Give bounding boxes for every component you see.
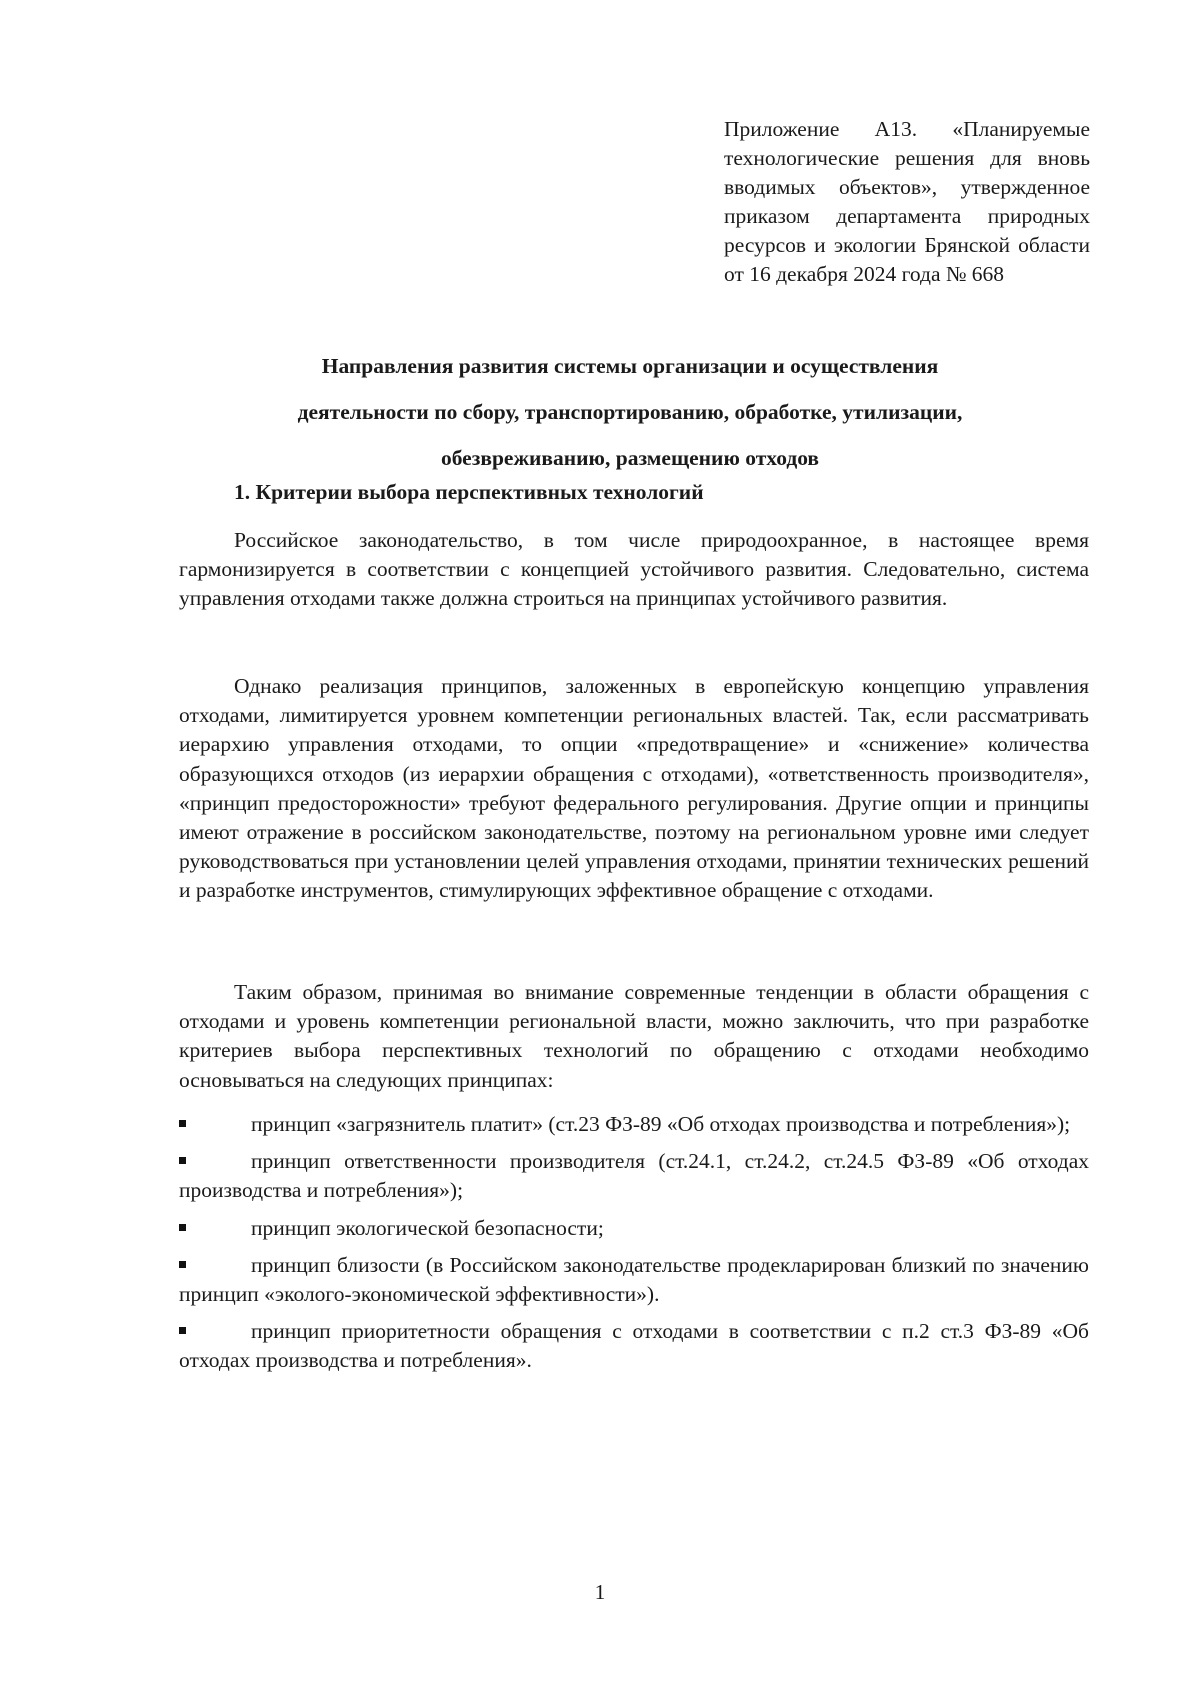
bullet-square-icon: [179, 1224, 186, 1231]
list-item: [179, 1317, 1089, 1375]
paragraph-1: Российское законодательство, в том числе природоохранное, в настоящее время гармонизируется в соответствии с концепцией устойчивого развития. Следовательно, система управления отходами также должна строиться на принципах устойчивого развития.: [179, 528, 1089, 611]
bullet-square-icon: [179, 1261, 186, 1268]
list-item-text: принцип экологической безопасности;: [251, 1215, 604, 1240]
list-item: [179, 1214, 1089, 1243]
bullet-square-icon: [179, 1120, 186, 1127]
list-item: [179, 1251, 1089, 1309]
list-item-text: принцип приоритетности обращения с отходами в соответствии с п.2 ст.3 ФЗ-89 «Об отходах производства и потребления».: [179, 1319, 1089, 1373]
bullet-square-icon: [179, 1327, 186, 1334]
list-item-text: принцип «загрязнитель платит» (ст.23 ФЗ-89 «Об отходах производства и потребления»);: [251, 1112, 1071, 1136]
list-item: [179, 1110, 1089, 1139]
page-number: 1: [594, 1580, 606, 1604]
paragraph-3: Таким образом, принимая во внимание современные тенденции в области обращения с отходами и уровень компетенции региональной власти, можно заключить, что при разработке критериев выбора перспективных технологий по обращению с отходами необходимо основываться на следующих принципах:: [179, 980, 1089, 1092]
document-title-line-1: Направления развития системы организации и осуществления: [321, 354, 939, 378]
list-item-text: принцип близости (в Российском законодательстве продекларирован близкий по значению принцип «эколого-экономической эффективности»).: [179, 1252, 1089, 1307]
list-item-text: принцип ответственности производителя (ст.24.1, ст.24.2, ст.24.5 ФЗ-89 «Об отходах производства и потребления»);: [179, 1149, 1089, 1203]
document-title-line-2: деятельности по сбору, транспортированию, обработке, утилизации,: [297, 400, 963, 424]
principles-list: [179, 1110, 1089, 1384]
annex-note: Приложение А13. «Планируемые технологические решения для вновь вводимых объектов», утвержденное приказом департамента природных ресурсов и экологии Брянской области от 16 декабря 2024 года № 668: [724, 117, 1090, 286]
paragraph-2: Однако реализация принципов, заложенных в европейскую концепцию управления отходами, лимитируется уровнем компетенции региональных властей. Так, если рассматривать иерархию управления отходами, то опции «предотвращение» и «снижение» количества образующихся отходов (из иерархии обращения с отходами), «ответственность производителя», «принцип предосторожности» требуют федерального регулирования. Другие опции и принципы имеют отражение в российском законодательстве, поэтому на региональном уровне ими следует руководствоваться при установлении целей управления отходами, принятии технических решений и разработке инструментов, стимулирующих эффективное обращение с отходами.: [179, 674, 1089, 903]
document-title-line-3: обезвреживанию, размещению отходов: [440, 446, 820, 470]
bullet-square-icon: [179, 1157, 186, 1164]
list-item: [179, 1147, 1089, 1205]
section-title: 1. Критерии выбора перспективных технологий: [234, 480, 704, 504]
